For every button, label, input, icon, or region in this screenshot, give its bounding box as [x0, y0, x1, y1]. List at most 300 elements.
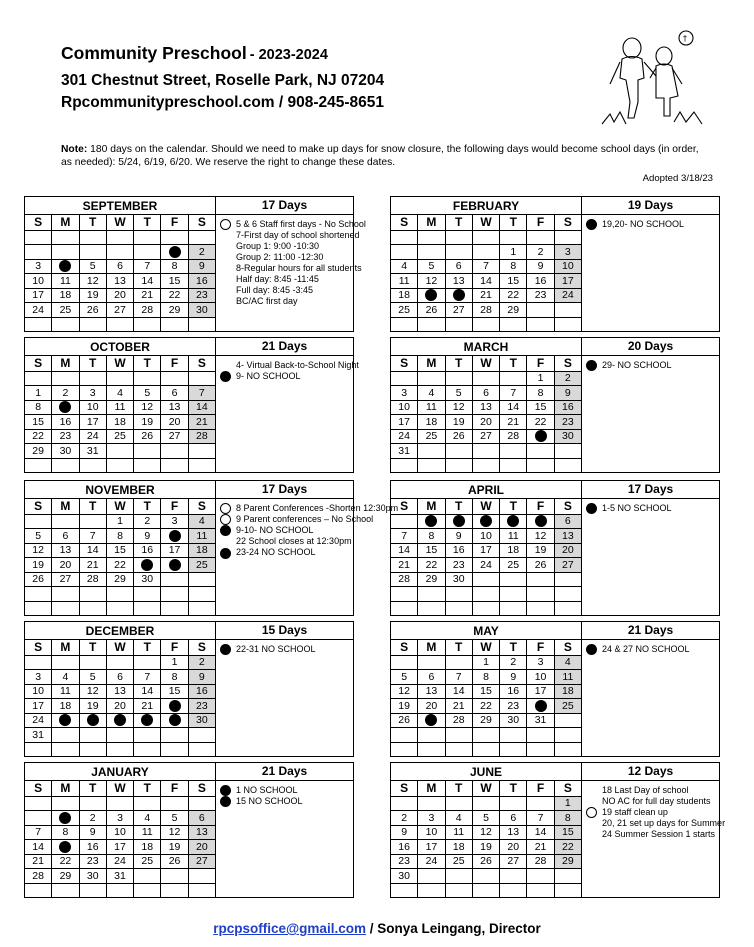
day-cell — [527, 883, 554, 898]
day-cell: 1 — [554, 796, 581, 811]
weekday-header: F — [161, 781, 188, 797]
day-cell — [500, 317, 527, 332]
circle-marker-icon — [220, 219, 231, 230]
day-cell: 7 — [445, 670, 472, 685]
day-cell — [25, 317, 52, 332]
day-cell — [161, 558, 188, 573]
day-cell: 25 — [554, 699, 581, 714]
note-text: 20, 21 set up days for Summer — [602, 818, 726, 829]
day-cell: 18 — [391, 288, 418, 303]
day-cell: 12 — [418, 274, 445, 289]
day-cell — [418, 245, 445, 260]
day-cell — [188, 728, 215, 743]
day-cell: 13 — [500, 825, 527, 840]
day-cell: 29 — [418, 572, 445, 587]
day-cell: 8 — [52, 825, 79, 840]
day-cell — [106, 713, 133, 728]
school-days-count: 21 Days — [582, 622, 719, 640]
day-cell — [472, 587, 499, 602]
day-cell — [554, 230, 581, 245]
day-cell: 14 — [25, 840, 52, 855]
day-cell: 26 — [79, 303, 106, 318]
note-text: 9- NO SCHOOL — [236, 371, 301, 381]
day-cell — [161, 245, 188, 260]
month-notes — [220, 503, 398, 559]
day-cell — [472, 883, 499, 898]
day-cell: 15 — [500, 274, 527, 289]
day-cell — [391, 230, 418, 245]
day-cell: 1 — [161, 655, 188, 670]
day-cell — [134, 587, 161, 602]
day-cell — [500, 587, 527, 602]
day-cell: 10 — [527, 670, 554, 685]
no-school-dot-icon — [453, 289, 465, 301]
day-cell: 21 — [445, 699, 472, 714]
day-cell: 15 — [418, 543, 445, 558]
school-days-count: 12 Days — [582, 763, 719, 781]
school-year: - 2023-2024 — [249, 47, 328, 63]
day-cell: 7 — [188, 386, 215, 401]
note-text: 22-31 NO SCHOOL — [236, 644, 316, 654]
day-cell — [161, 699, 188, 714]
day-cell: 13 — [52, 543, 79, 558]
day-cell: 29 — [25, 444, 52, 459]
day-cell — [391, 245, 418, 260]
day-cell: 13 — [188, 825, 215, 840]
day-cell: 13 — [161, 400, 188, 415]
day-cell: 12 — [79, 684, 106, 699]
day-cell — [79, 371, 106, 386]
day-cell — [134, 713, 161, 728]
weekday-header: M — [418, 781, 445, 797]
day-cell: 15 — [161, 684, 188, 699]
day-cell — [391, 728, 418, 743]
day-cell — [52, 317, 79, 332]
no-school-dot-icon — [87, 714, 99, 726]
day-cell: 21 — [188, 415, 215, 430]
day-cell: 11 — [418, 400, 445, 415]
day-cell — [554, 742, 581, 757]
day-cell — [79, 742, 106, 757]
day-cell: 5 — [445, 386, 472, 401]
day-cell: 8 — [161, 670, 188, 685]
note-text: 29- NO SCHOOL — [602, 360, 672, 370]
weekday-header: W — [106, 499, 133, 515]
day-cell: 17 — [472, 543, 499, 558]
day-cell: 17 — [161, 543, 188, 558]
day-cell: 19 — [445, 415, 472, 430]
day-cell: 21 — [472, 288, 499, 303]
day-cell: 4 — [106, 386, 133, 401]
day-cell — [500, 458, 527, 473]
day-cell: 23 — [554, 415, 581, 430]
weekday-header: S — [391, 499, 418, 515]
day-cell — [25, 883, 52, 898]
day-cell: 22 — [106, 558, 133, 573]
no-school-dot-icon — [586, 360, 597, 371]
day-cell — [418, 288, 445, 303]
no-school-dot-icon — [169, 246, 181, 258]
day-cell: 9 — [188, 259, 215, 274]
day-cell: 30 — [188, 303, 215, 318]
day-cell — [527, 742, 554, 757]
weekday-header: T — [500, 499, 527, 515]
weekday-header: T — [445, 499, 472, 515]
day-cell — [25, 230, 52, 245]
day-cell — [527, 728, 554, 743]
day-cell: 31 — [527, 713, 554, 728]
day-cell: 18 — [134, 840, 161, 855]
no-school-dot-icon — [169, 714, 181, 726]
day-cell: 23 — [527, 288, 554, 303]
day-cell — [161, 713, 188, 728]
day-cell — [188, 869, 215, 884]
weekday-header: M — [418, 356, 445, 372]
day-cell — [527, 429, 554, 444]
email-link[interactable]: rpcpsoffice@gmail.com — [213, 921, 366, 936]
day-cell: 19 — [527, 543, 554, 558]
day-cell: 30 — [79, 869, 106, 884]
day-cell — [391, 514, 418, 529]
day-cell — [500, 728, 527, 743]
weekday-header: T — [79, 781, 106, 797]
day-cell — [554, 601, 581, 616]
day-cell: 22 — [52, 854, 79, 869]
day-cell: 16 — [188, 684, 215, 699]
day-cell — [445, 245, 472, 260]
day-cell: 14 — [445, 684, 472, 699]
day-cell: 12 — [527, 529, 554, 544]
day-cell — [445, 458, 472, 473]
weekday-header: F — [161, 499, 188, 515]
day-cell: 6 — [188, 811, 215, 826]
day-cell: 9 — [79, 825, 106, 840]
day-cell: 14 — [391, 543, 418, 558]
month-name: SEPTEMBER — [25, 197, 216, 215]
month-notes — [220, 219, 366, 307]
day-cell: 31 — [391, 444, 418, 459]
day-cell: 31 — [25, 728, 52, 743]
school-website-phone: Rpcommunitypreschool.com / 908-245-8651 — [61, 94, 385, 111]
note-text: 19 staff clean up — [602, 807, 668, 817]
day-cell — [52, 883, 79, 898]
day-cell: 29 — [52, 869, 79, 884]
day-cell: 25 — [418, 429, 445, 444]
day-cell — [527, 317, 554, 332]
day-cell — [472, 371, 499, 386]
no-school-dot-icon — [59, 841, 71, 853]
day-cell — [161, 529, 188, 544]
weekday-header: S — [188, 499, 215, 515]
day-cell: 7 — [500, 386, 527, 401]
note-text: 24 Summer Session 1 starts — [602, 829, 716, 840]
day-cell: 17 — [554, 274, 581, 289]
weekday-header: S — [25, 215, 52, 231]
day-cell: 18 — [52, 288, 79, 303]
day-cell: 5 — [161, 811, 188, 826]
no-school-dot-icon — [141, 714, 153, 726]
day-cell: 30 — [188, 713, 215, 728]
day-cell — [52, 601, 79, 616]
day-cell: 21 — [79, 558, 106, 573]
day-cell — [554, 572, 581, 587]
day-cell: 20 — [106, 699, 133, 714]
day-cell: 7 — [391, 529, 418, 544]
day-cell: 30 — [52, 444, 79, 459]
weekday-header: F — [527, 640, 554, 656]
day-cell: 16 — [554, 400, 581, 415]
circle-marker-icon — [586, 807, 597, 818]
note-text: 8-Regular hours for all students — [236, 263, 362, 274]
weekday-header: W — [472, 499, 499, 515]
day-cell: 6 — [52, 529, 79, 544]
day-cell: 29 — [472, 713, 499, 728]
day-cell — [445, 728, 472, 743]
day-cell: 4 — [554, 655, 581, 670]
day-cell — [25, 371, 52, 386]
day-cell — [527, 699, 554, 714]
day-cell: 16 — [500, 684, 527, 699]
day-cell: 12 — [25, 543, 52, 558]
day-cell: 16 — [445, 543, 472, 558]
day-cell: 6 — [106, 670, 133, 685]
day-cell — [188, 742, 215, 757]
day-cell: 18 — [188, 543, 215, 558]
day-cell: 19 — [79, 699, 106, 714]
day-cell: 10 — [79, 400, 106, 415]
day-cell: 24 — [25, 713, 52, 728]
day-cell: 19 — [472, 840, 499, 855]
month-name: MAY — [391, 622, 582, 640]
day-cell — [79, 514, 106, 529]
day-cell: 29 — [500, 303, 527, 318]
day-cell — [106, 444, 133, 459]
day-cell — [500, 514, 527, 529]
day-cell: 4 — [188, 514, 215, 529]
day-cell: 20 — [161, 415, 188, 430]
day-cell: 28 — [391, 572, 418, 587]
day-cell — [25, 742, 52, 757]
no-school-dot-icon — [220, 525, 231, 536]
weekday-header: T — [445, 215, 472, 231]
weekday-header: S — [391, 356, 418, 372]
no-school-dot-icon — [114, 714, 126, 726]
day-cell — [445, 288, 472, 303]
day-cell — [472, 796, 499, 811]
day-cell — [79, 601, 106, 616]
day-cell: 22 — [500, 288, 527, 303]
day-cell: 7 — [134, 259, 161, 274]
day-cell — [472, 514, 499, 529]
day-cell: 15 — [554, 825, 581, 840]
no-school-dot-icon — [425, 515, 437, 527]
month-notes — [220, 360, 359, 382]
no-school-dot-icon — [169, 530, 181, 542]
day-cell: 14 — [134, 274, 161, 289]
day-cell — [52, 796, 79, 811]
day-cell: 2 — [79, 811, 106, 826]
day-cell: 9 — [445, 529, 472, 544]
day-cell — [527, 572, 554, 587]
day-cell: 13 — [106, 274, 133, 289]
day-cell: 28 — [25, 869, 52, 884]
day-cell: 20 — [500, 840, 527, 855]
day-cell: 20 — [106, 288, 133, 303]
day-cell — [188, 601, 215, 616]
day-cell — [52, 514, 79, 529]
day-cell: 23 — [79, 854, 106, 869]
note-text: 18 Last Day of school — [602, 785, 689, 795]
day-cell: 27 — [472, 429, 499, 444]
no-school-dot-icon — [220, 548, 231, 559]
day-cell — [79, 458, 106, 473]
circle-marker-icon — [220, 503, 231, 514]
day-cell: 1 — [25, 386, 52, 401]
day-cell: 27 — [106, 303, 133, 318]
no-school-dot-icon — [169, 700, 181, 712]
day-cell: 28 — [445, 713, 472, 728]
day-cell — [161, 444, 188, 459]
day-cell — [52, 259, 79, 274]
day-cell — [472, 869, 499, 884]
no-school-dot-icon — [586, 503, 597, 514]
weekday-header: F — [527, 499, 554, 515]
day-cell: 12 — [445, 400, 472, 415]
note-text: 19,20- NO SCHOOL — [602, 219, 685, 229]
no-school-dot-icon — [425, 714, 437, 726]
day-cell: 3 — [25, 259, 52, 274]
day-cell: 1 — [527, 371, 554, 386]
day-cell — [472, 458, 499, 473]
day-cell: 3 — [554, 245, 581, 260]
day-cell: 2 — [188, 655, 215, 670]
day-cell — [472, 728, 499, 743]
no-school-dot-icon — [480, 515, 492, 527]
day-cell — [472, 245, 499, 260]
day-cell — [161, 317, 188, 332]
day-cell: 30 — [554, 429, 581, 444]
weekday-header: S — [188, 215, 215, 231]
day-cell — [161, 572, 188, 587]
no-school-dot-icon — [220, 796, 231, 807]
day-cell — [25, 245, 52, 260]
day-cell: 21 — [500, 415, 527, 430]
day-cell — [527, 444, 554, 459]
day-cell — [134, 742, 161, 757]
day-cell — [134, 869, 161, 884]
day-cell: 11 — [52, 274, 79, 289]
day-cell — [418, 458, 445, 473]
day-cell — [52, 587, 79, 602]
day-cell: 6 — [472, 386, 499, 401]
day-cell — [527, 514, 554, 529]
day-cell: 28 — [134, 303, 161, 318]
day-cell: 24 — [106, 854, 133, 869]
day-cell: 5 — [134, 386, 161, 401]
day-cell — [161, 587, 188, 602]
school-days-count: 17 Days — [216, 197, 353, 215]
day-cell: 12 — [472, 825, 499, 840]
day-cell: 10 — [106, 825, 133, 840]
day-cell — [161, 728, 188, 743]
day-cell: 15 — [161, 274, 188, 289]
weekday-header: T — [134, 781, 161, 797]
day-cell: 11 — [554, 670, 581, 685]
day-cell: 14 — [527, 825, 554, 840]
day-cell: 4 — [52, 670, 79, 685]
day-cell: 24 — [79, 429, 106, 444]
day-cell — [445, 371, 472, 386]
day-cell: 17 — [106, 840, 133, 855]
note-text: 8 Parent Conferences -Shorten 12:30pm — [236, 503, 399, 513]
day-cell — [106, 883, 133, 898]
note-text: 4- Virtual Back-to-School Night — [236, 360, 359, 370]
day-cell — [554, 883, 581, 898]
day-cell — [52, 840, 79, 855]
weekday-header: F — [527, 215, 554, 231]
day-cell: 20 — [554, 543, 581, 558]
weekday-header: W — [472, 640, 499, 656]
day-cell: 1 — [472, 655, 499, 670]
no-school-dot-icon — [220, 785, 231, 796]
day-cell — [188, 230, 215, 245]
day-cell — [52, 400, 79, 415]
day-cell — [472, 444, 499, 459]
day-cell: 6 — [418, 670, 445, 685]
note-text: 1 NO SCHOOL — [236, 785, 298, 795]
day-cell: 2 — [391, 811, 418, 826]
day-cell: 19 — [25, 558, 52, 573]
day-cell: 10 — [25, 274, 52, 289]
day-cell — [188, 317, 215, 332]
note-text: 15 NO SCHOOL — [236, 796, 303, 807]
day-cell: 4 — [134, 811, 161, 826]
weekday-header: S — [25, 640, 52, 656]
weekday-header: T — [445, 356, 472, 372]
no-school-dot-icon — [507, 515, 519, 527]
school-days-count: 15 Days — [216, 622, 353, 640]
weekday-header: M — [52, 781, 79, 797]
school-days-count: 21 Days — [216, 763, 353, 781]
day-cell: 7 — [25, 825, 52, 840]
day-cell — [52, 742, 79, 757]
day-cell — [134, 371, 161, 386]
day-cell: 18 — [445, 840, 472, 855]
day-cell — [418, 514, 445, 529]
day-cell — [418, 728, 445, 743]
weekday-header: W — [472, 356, 499, 372]
weekday-header: S — [554, 215, 581, 231]
day-cell — [106, 245, 133, 260]
day-cell — [445, 869, 472, 884]
day-cell — [134, 558, 161, 573]
day-cell — [445, 230, 472, 245]
day-cell: 14 — [188, 400, 215, 415]
day-cell — [527, 796, 554, 811]
day-cell: 21 — [134, 699, 161, 714]
month-name: OCTOBER — [25, 338, 216, 356]
day-cell: 18 — [554, 684, 581, 699]
day-cell: 22 — [472, 699, 499, 714]
day-cell: 11 — [188, 529, 215, 544]
month-notes — [586, 219, 684, 230]
day-cell: 26 — [445, 429, 472, 444]
day-cell: 24 — [554, 288, 581, 303]
weekday-header: S — [25, 356, 52, 372]
day-cell: 8 — [554, 811, 581, 826]
month-name: MARCH — [391, 338, 582, 356]
no-school-dot-icon — [220, 644, 231, 655]
